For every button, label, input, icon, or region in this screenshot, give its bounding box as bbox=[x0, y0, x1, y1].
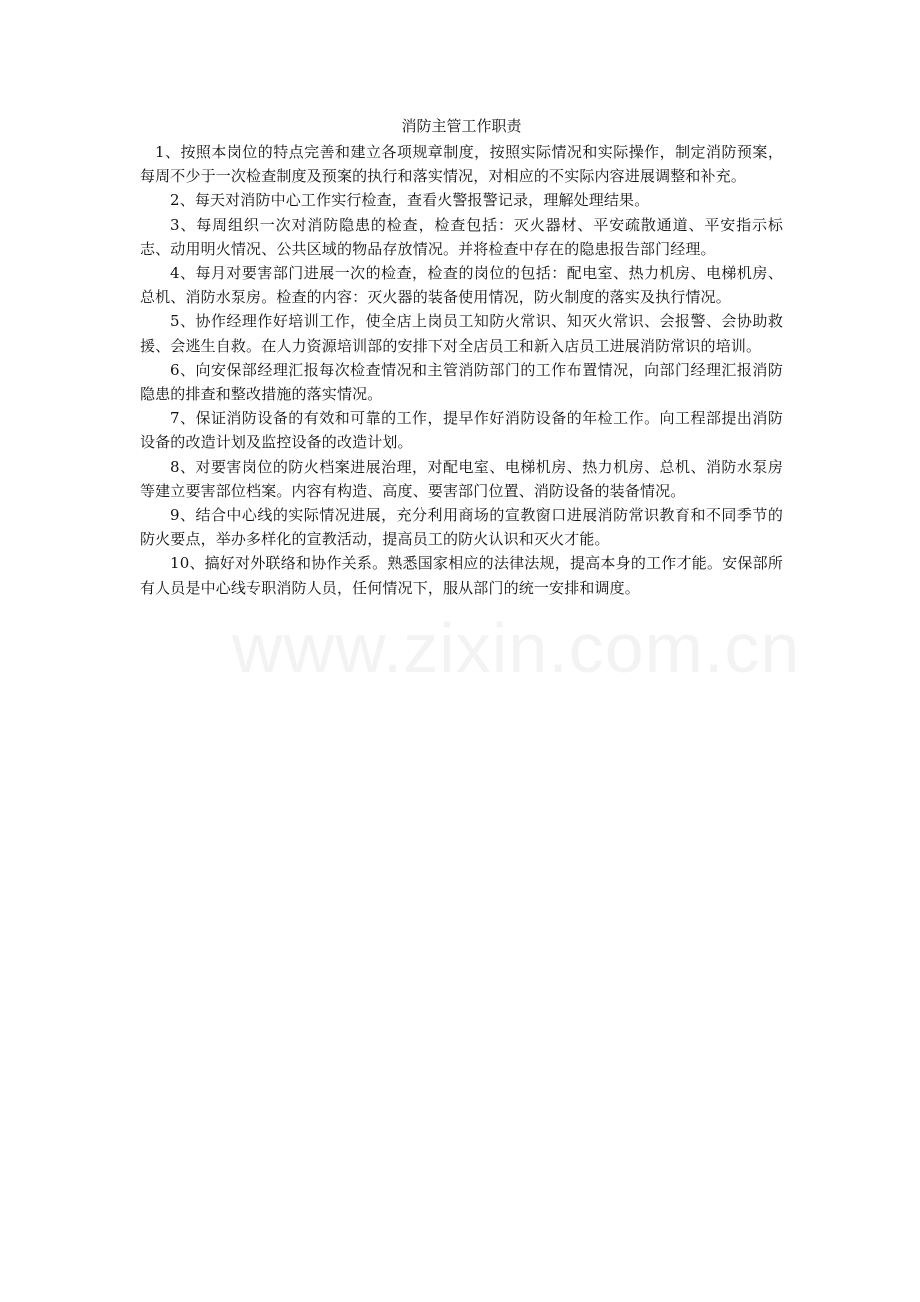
duty-paragraph-6: 6、向安保部经理汇报每次检查情况和主管消防部门的工作布置情况，向部门经理汇报消防隐患的排查和整改措施的落实情况。 bbox=[140, 360, 783, 404]
document-page bbox=[140, 114, 783, 600]
duty-paragraph-9: 9、结合中心线的实际情况进展，充分利用商场的宣教窗口进展消防常识教育和不同季节的防火要点，举办多样化的宣教活动，提高员工的防火认识和灭火才能。 bbox=[140, 506, 783, 549]
duty-paragraph-4: 4、每月对要害部门进展一次的检查，检查的岗位的包括：配电室、热力机房、电梯机房、总机、消防水泵房。检查的内容：灭火器的装备使用情况，防火制度的落实及执行情况。 bbox=[140, 264, 783, 307]
duty-paragraph-3: 3、每周组织一次对消防隐患的检查，检查包括：灭火器材、平安疏散通道、平安指示标志、动用明火情况、公共区域的物品存放情况。并将检查中存在的隐患报告部门经理。 bbox=[140, 215, 783, 258]
watermark-text bbox=[232, 608, 800, 688]
duty-paragraph-5: 5、协作经理作好培训工作，使全店上岗员工知防火常识、知灭火常识、会报警、会协助救援、会逃生自救。在人力资源培训部的安排下对全店员工和新入店员工进展消防常识的培训。 bbox=[140, 312, 783, 355]
duty-paragraph-2: 2、每天对消防中心工作实行检查，查看火警报警记录，理解处理结果。 bbox=[170, 191, 650, 210]
duty-paragraph-7: 7、保证消防设备的有效和可靠的工作，提早作好消防设备的年检工作。向工程部提出消防设备的改造计划及监控设备的改造计划。 bbox=[140, 409, 783, 452]
duty-paragraph-1: 1、按照本岗位的特点完善和建立各项规章制度，按照实际情况和实际操作，制定消防预案，每周不少于一次检查制度及预案的执行和落实情况，对相应的不实际内容进展调整和补充。 bbox=[140, 143, 783, 186]
duty-paragraph-8: 8、对要害岗位的防火档案进展治理，对配电室、电梯机房、热力机房、总机、消防水泵房等建立要害部位档案。内容有构造、高度、要害部门位置、消防设备的装备情况。 bbox=[140, 457, 783, 500]
document-title: 消防主管工作职责 bbox=[401, 117, 522, 135]
duty-paragraph-10: 10、搞好对外联络和协作关系。熟悉国家相应的法律法规，提高本身的工作才能。安保部所有人员是中心线专职消防人员，任何情况下，服从部门的统一安排和调度。 bbox=[140, 554, 783, 597]
